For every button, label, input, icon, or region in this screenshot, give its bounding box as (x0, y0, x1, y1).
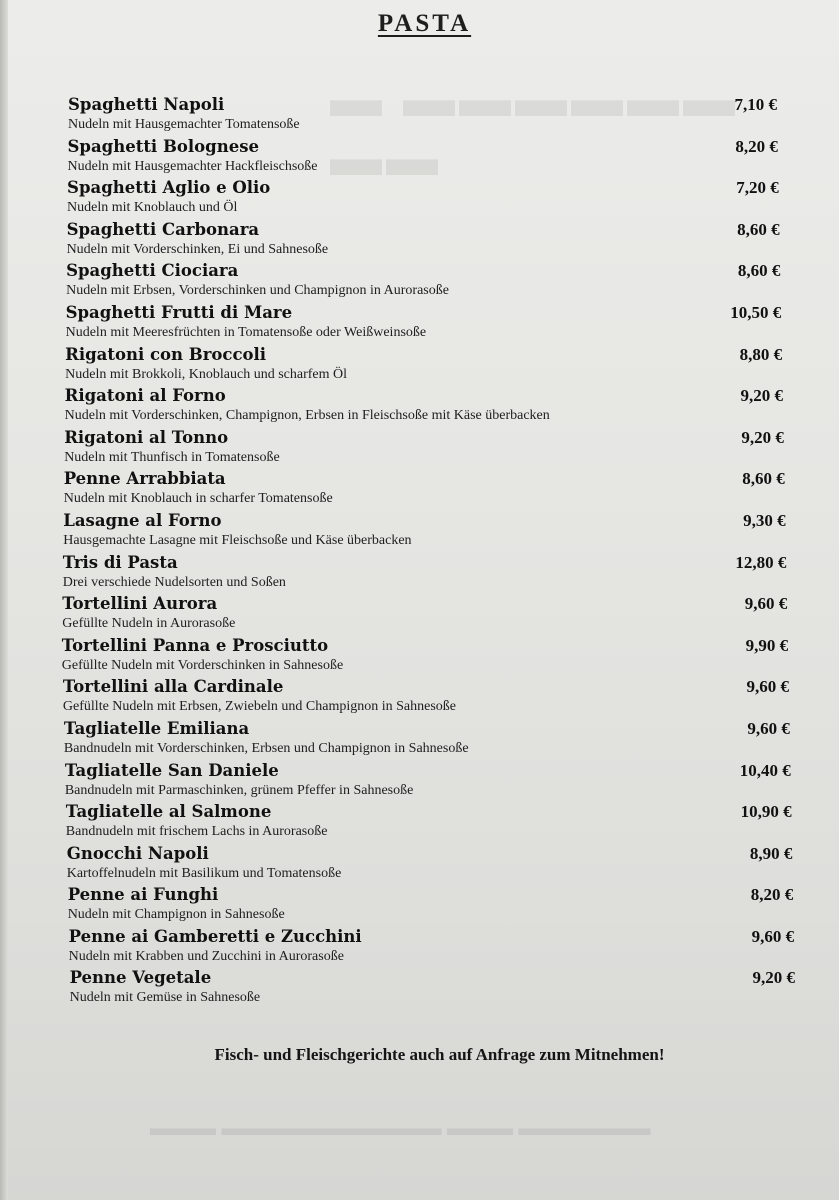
menu-item (0, 469, 839, 511)
menu-item (0, 428, 839, 470)
menu-item-description: Nudeln mit Brokkoli, Knoblauch und scharfem Öl (65, 366, 348, 382)
menu-item-price: 9,90 € (745, 635, 789, 655)
menu-item (0, 553, 839, 595)
menu-item-name: Penne Arrabbiata (63, 469, 226, 489)
menu-item-description: Nudeln mit Knoblauch in scharfer Tomatensoße (63, 491, 333, 507)
bleed-through-text-bottom: ▬▬▬ ▬▬▬▬▬▬▬▬▬▬ ▬▬▬ ▬▬▬▬▬▬ (150, 1115, 651, 1140)
menu-item-name: Tortellini Panna e Prosciutto (61, 635, 329, 655)
menu-item-description: Gefüllte Nudeln in Aurorasoße (62, 616, 236, 632)
menu-item-name: Gnocchi Napoli (66, 843, 209, 863)
menu-item-price: 9,30 € (743, 510, 786, 530)
menu-item-description: Drei verschiede Nudelsorten und Soßen (62, 574, 286, 590)
menu-item-name: Lasagne al Forno (63, 510, 222, 530)
menu-item (0, 345, 839, 387)
menu-item-price: 8,20 € (750, 885, 794, 905)
menu-item-description: Kartoffelnudeln mit Basilikum und Tomatensoße (66, 865, 342, 881)
menu-item-price: 9,60 € (746, 677, 789, 697)
menu-item-name: Spaghetti Napoli (68, 95, 225, 114)
menu-item (0, 761, 839, 803)
menu-item-name: Rigatoni al Tonno (64, 427, 229, 447)
menu-item-description: Nudeln mit Krabben und Zucchini in Aurorasoße (68, 948, 344, 964)
menu-item (0, 968, 839, 1010)
menu-item-description: Nudeln mit Knoblauch und Öl (67, 200, 238, 216)
menu-item (0, 386, 839, 428)
menu-item (0, 719, 839, 761)
menu-item-name: Tortellini alla Cardinale (62, 677, 284, 697)
page-title-text: PASTA (377, 10, 472, 37)
menu-item-price: 8,60 € (742, 469, 785, 489)
menu-item-name: Tagliatelle Emiliana (63, 718, 250, 738)
menu-item-description: Nudeln mit Hausgemachter Hackfleischsoße (67, 158, 318, 174)
menu-item-price: 10,40 € (739, 760, 791, 780)
menu-item-price: 9,20 € (740, 386, 783, 406)
menu-item-price: 10,50 € (730, 302, 782, 322)
page-title (0, 10, 839, 38)
menu-item-name: Penne ai Funghi (67, 885, 219, 905)
menu-item-description: Bandnudeln mit frischem Lachs in Aurorasoße (65, 824, 328, 840)
menu-item-price: 9,60 € (747, 718, 790, 738)
menu-item-description: Nudeln mit Hausgemachter Tomatensoße (68, 117, 300, 132)
menu-item-price: 12,80 € (735, 552, 787, 572)
menu-item-name: Rigatoni con Broccoli (65, 344, 267, 364)
menu-item-name: Tagliatelle San Daniele (64, 760, 279, 780)
menu-item (0, 636, 839, 678)
menu-item-name: Spaghetti Bolognese (67, 136, 259, 156)
menu-item (0, 594, 839, 636)
menu-item-name: Spaghetti Ciociara (66, 261, 239, 281)
menu-item (0, 178, 839, 220)
pasta-menu-list (0, 95, 839, 1010)
menu-item (0, 677, 839, 719)
menu-item (0, 220, 839, 262)
menu-item-description: Nudeln mit Meeresfrüchten in Tomatensoße oder Weißweinsoße (65, 324, 427, 340)
menu-item-name: Tris di Pasta (62, 552, 178, 572)
menu-item (0, 511, 839, 553)
menu-item-price: 8,60 € (737, 261, 781, 281)
menu-item-description: Nudeln mit Champignon in Sahnesoße (67, 907, 285, 923)
menu-item-description: Bandnudeln mit Parmaschinken, grünem Pfeffer in Sahnesoße (64, 782, 414, 798)
menu-item-name: Penne Vegetale (69, 968, 212, 988)
menu-item-description: Hausgemachte Lasagne mit Fleischsoße und Käse überbacken (63, 532, 412, 548)
menu-item (0, 261, 839, 303)
menu-item-price: 9,20 € (752, 968, 795, 988)
menu-item-name: Spaghetti Frutti di Mare (65, 302, 293, 322)
menu-item-name: Spaghetti Aglio e Olio (67, 178, 271, 198)
menu-item-name: Tortellini Aurora (62, 594, 218, 614)
menu-item (0, 844, 839, 886)
menu-item-name: Spaghetti Carbonara (66, 219, 260, 239)
menu-item-price: 8,80 € (739, 344, 783, 364)
menu-item-description: Nudeln mit Gemüse in Sahnesoße (69, 990, 261, 1006)
menu-item-name: Tagliatelle al Salmone (65, 802, 272, 822)
menu-item-description: Nudeln mit Vorderschinken, Champignon, Erbsen in Fleischsoße mit Käse überbacken (64, 408, 550, 424)
menu-item-price: 9,20 € (741, 427, 784, 447)
takeaway-note: Fisch- und Fleischgerichte auch auf Anfrage zum Mitnehmen! (214, 1045, 665, 1064)
menu-item (0, 137, 839, 179)
menu-item-price: 8,60 € (737, 219, 780, 239)
menu-item-price: 9,60 € (744, 594, 788, 614)
menu-item-description: Nudeln mit Thunfisch in Tomatensoße (64, 449, 280, 465)
menu-item-price: 8,90 € (749, 843, 793, 863)
menu-item (0, 927, 839, 969)
menu-item-price: 7,10 € (734, 95, 777, 114)
menu-item (0, 303, 839, 345)
menu-item-price: 8,20 € (735, 136, 778, 156)
menu-item-price: 10,90 € (740, 802, 792, 822)
menu-item-price: 7,20 € (736, 178, 779, 198)
menu-item-description: Nudeln mit Erbsen, Vorderschinken und Champignon in Aurorasoße (66, 283, 449, 299)
menu-item (0, 802, 839, 844)
menu-item-name: Penne ai Gamberetti e Zucchini (68, 926, 362, 946)
menu-item (0, 885, 839, 927)
menu-item (0, 95, 839, 137)
menu-item-description: Nudeln mit Vorderschinken, Ei und Sahnesoße (66, 241, 329, 257)
bleed-through-text: ▬ ▬▬▬▬▬▬ ▬▬ (330, 71, 739, 187)
menu-item-description: Bandnudeln mit Vorderschinken, Erbsen und Champignon in Sahnesoße (63, 740, 469, 756)
menu-item-price: 9,60 € (751, 926, 795, 946)
menu-item-description: Gefüllte Nudeln mit Vorderschinken in Sahnesoße (61, 657, 344, 673)
menu-item-description: Gefüllte Nudeln mit Erbsen, Zwiebeln und Champignon in Sahnesoße (62, 699, 457, 715)
menu-item-name: Rigatoni al Forno (64, 386, 226, 406)
